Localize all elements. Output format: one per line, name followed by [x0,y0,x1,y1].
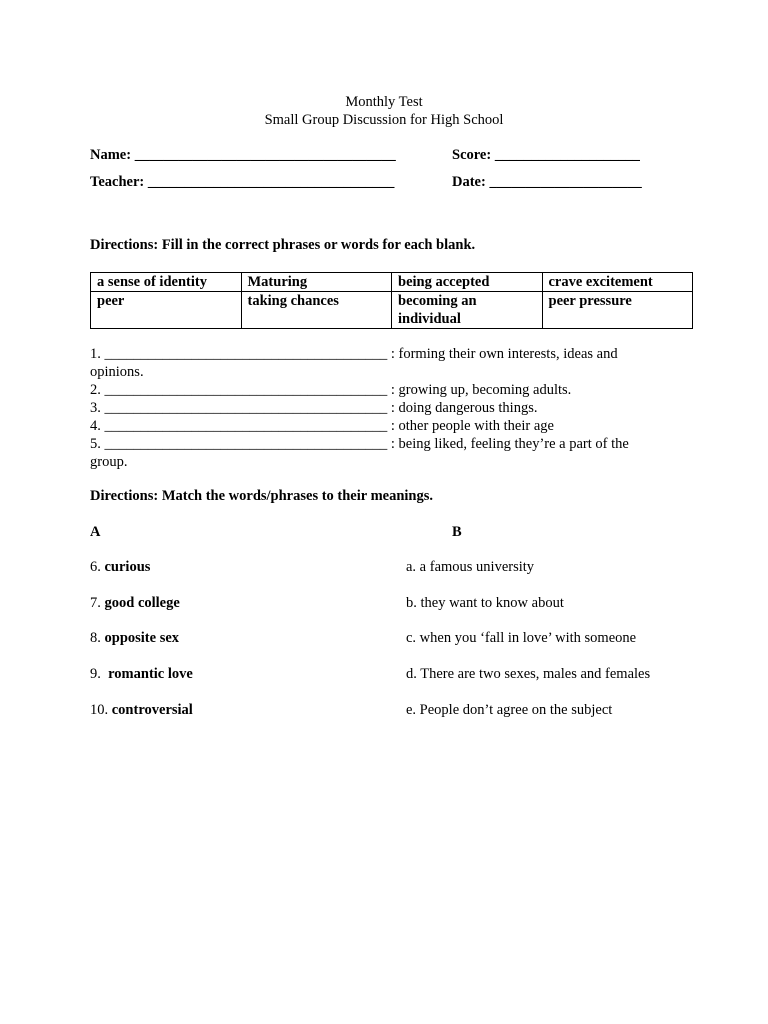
fill-in-item-3: 3. _______________________________________ : doing dangerous things. [90,400,538,416]
item-number: 7. [90,595,101,611]
column-a-heading: A [90,524,101,540]
match-item-a [90,666,193,683]
directions-fill-in: Directions: Fill in the correct phrases or words for each blank. [90,237,476,253]
match-item-b: a. a famous university [406,559,535,575]
word-bank-cell: being accepted [392,273,543,292]
item-term: controversial [111,702,193,718]
item-number: 8. [90,630,101,646]
match-item-b: b. they want to know about [406,595,564,611]
fill-in-item-2: 2. _______________________________________ : growing up, becoming adults. [90,382,572,398]
teacher-field: Teacher: __________________________________ [90,174,395,190]
score-field: Score: ____________________ [452,147,640,163]
item-number: 6. [90,559,101,575]
word-bank-cell: crave excitement [542,273,693,292]
fill-in-item-5: 5. _______________________________________ : being liked, feeling they’re a part of the group. [90,436,629,470]
word-bank-table [90,272,693,329]
test-title: Monthly Test [345,94,423,110]
match-item-a [90,630,179,647]
word-bank-cell: taking chances [241,292,392,329]
match-item-b: c. when you ‘fall in love’ with someone [406,630,637,646]
table-row [91,292,693,329]
name-field: Name: ____________________________________ [90,147,396,163]
word-bank-cell: a sense of identity [91,273,242,292]
test-subtitle: Small Group Discussion for High School [264,112,504,128]
item-term: good college [104,595,180,611]
match-item-a [90,559,150,576]
item-number: 10. [90,702,109,718]
date-field: Date: _____________________ [452,174,642,190]
word-bank-cell: becoming an individual [392,292,543,329]
item-number: 9. [90,666,105,682]
word-bank-cell: Maturing [241,273,392,292]
item-term: curious [104,559,151,575]
table-row [91,273,693,292]
match-item-a [90,702,193,719]
word-bank-cell: peer [91,292,242,329]
word-bank-cell: peer pressure [542,292,693,329]
fill-in-item-1: 1. _______________________________________ : forming their own interests, ideas and opinions. [90,346,618,380]
item-term: romantic love [108,666,193,682]
match-item-a [90,595,180,612]
match-item-b: d. There are two sexes, males and females [406,666,651,682]
directions-match: Directions: Match the words/phrases to their meanings. [90,488,434,504]
match-item-b: e. People don’t agree on the subject [406,702,613,718]
column-b-heading: B [452,524,462,540]
item-term: opposite sex [104,630,180,646]
fill-in-item-4: 4. _______________________________________ : other people with their age [90,418,554,434]
